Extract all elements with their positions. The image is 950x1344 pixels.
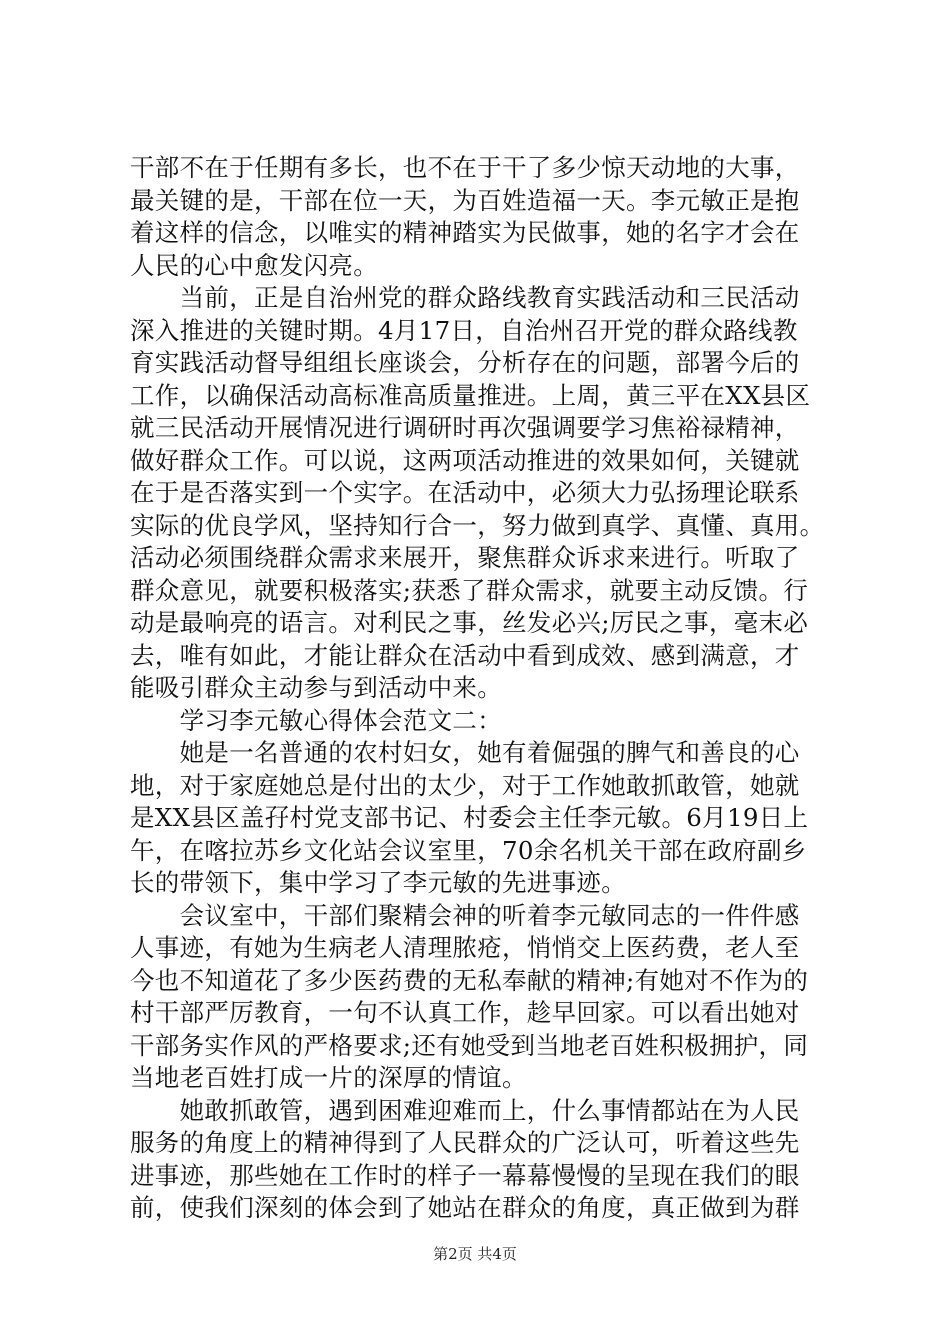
text-line: 她是一名普通的农村妇女，她有着倔强的脾气和善良的心 — [130, 738, 800, 767]
text-line: 午，在喀拉苏乡文化站会议室里，70余名机关干部在政府副乡 — [130, 835, 807, 865]
body-text — [130, 152, 835, 1225]
text-line: 今也不知道花了多少医药费的无私奉献的精神;有她对不作为的 — [130, 965, 809, 995]
text-line: 育实践活动督导组组长座谈会，分析存在的问题，部署今后的 — [130, 348, 800, 377]
text-line: 地，对于家庭她总是付出的太少，对于工作她敢抓敢管，她就 — [130, 770, 800, 800]
page-footer: 第2页 共4页 — [433, 1245, 517, 1263]
text-line: 前，使我们深刻的体会到了她站在群众的角度，真正做到为群 — [130, 1193, 800, 1222]
text-line: 工作，以确保活动高标准高质量推进。上周，黄三平在XX县区 — [130, 380, 811, 410]
section-heading: 学习李元敏心得体会范文二： — [130, 705, 502, 735]
text-line: 是XX县区盖孖村党支部书记、村委会主任李元敏。6月19日上 — [130, 803, 809, 832]
text-line: 人民的心中愈发闪亮。 — [130, 250, 378, 280]
text-line: 深入推进的关键时期。4月17日，自治州召开党的群众路线教 — [130, 315, 798, 345]
text-line: 服务的角度上的精神得到了人民群众的广泛认可，听着这些先 — [130, 1128, 800, 1157]
text-line: 动是最响亮的语言。对利民之事，丝发必兴;厉民之事，毫末必 — [130, 608, 809, 637]
text-line: 去，唯有如此，才能让群众在活动中看到成效、感到满意，才 — [130, 640, 800, 670]
text-line: 会议室中，干部们聚精会神的听着李元敏同志的一件件感 — [130, 900, 800, 930]
text-line: 人事迹，有她为生病老人清理脓疮，悄悄交上医药费，老人至 — [130, 933, 800, 962]
text-line: 当前，正是自治州党的群众路线教育实践活动和三民活动 — [130, 283, 800, 312]
text-line: 长的带领下，集中学习了李元敏的先进事迹。 — [130, 868, 626, 897]
text-line: 活动必须围绕群众需求来展开，聚焦群众诉求来进行。听取了 — [130, 543, 800, 572]
text-line: 当地老百姓打成一片的深厚的情谊。 — [130, 1063, 527, 1092]
text-line: 着这样的信念，以唯实的精神踏实为民做事，她的名字才会在 — [130, 218, 800, 247]
text-line: 群众意见，就要积极落实;获悉了群众需求，就要主动反馈。行 — [130, 575, 809, 605]
text-line: 实际的优良学风，坚持知行合一，努力做到真学、真懂、真用。 — [130, 510, 825, 540]
text-line: 干部务实作风的严格要求;还有她受到当地老百姓积极拥护，同 — [130, 1030, 809, 1060]
text-line: 在于是否落实到一个实字。在活动中，必须大力弘扬理论联系 — [130, 478, 800, 507]
text-line: 做好群众工作。可以说，这两项活动推进的效果如何，关键就 — [130, 445, 800, 475]
text-line: 最关键的是，干部在位一天，为百姓造福一天。李元敏正是抱 — [130, 185, 800, 215]
text-line: 她敢抓敢管，遇到困难迎难而上，什么事情都站在为人民 — [130, 1095, 800, 1125]
text-line: 进事迹，那些她在工作时的样子一幕幕慢慢的呈现在我们的眼 — [130, 1160, 800, 1190]
text-line: 村干部严厉教育，一句不认真工作，趁早回家。可以看出她对 — [130, 998, 800, 1027]
text-line: 能吸引群众主动参与到活动中来。 — [130, 673, 502, 702]
text-line: 就三民活动开展情况进行调研时再次强调要学习焦裕禄精神， — [130, 413, 800, 442]
text-line: 干部不在于任期有多长，也不在于干了多少惊天动地的大事， — [130, 153, 800, 182]
